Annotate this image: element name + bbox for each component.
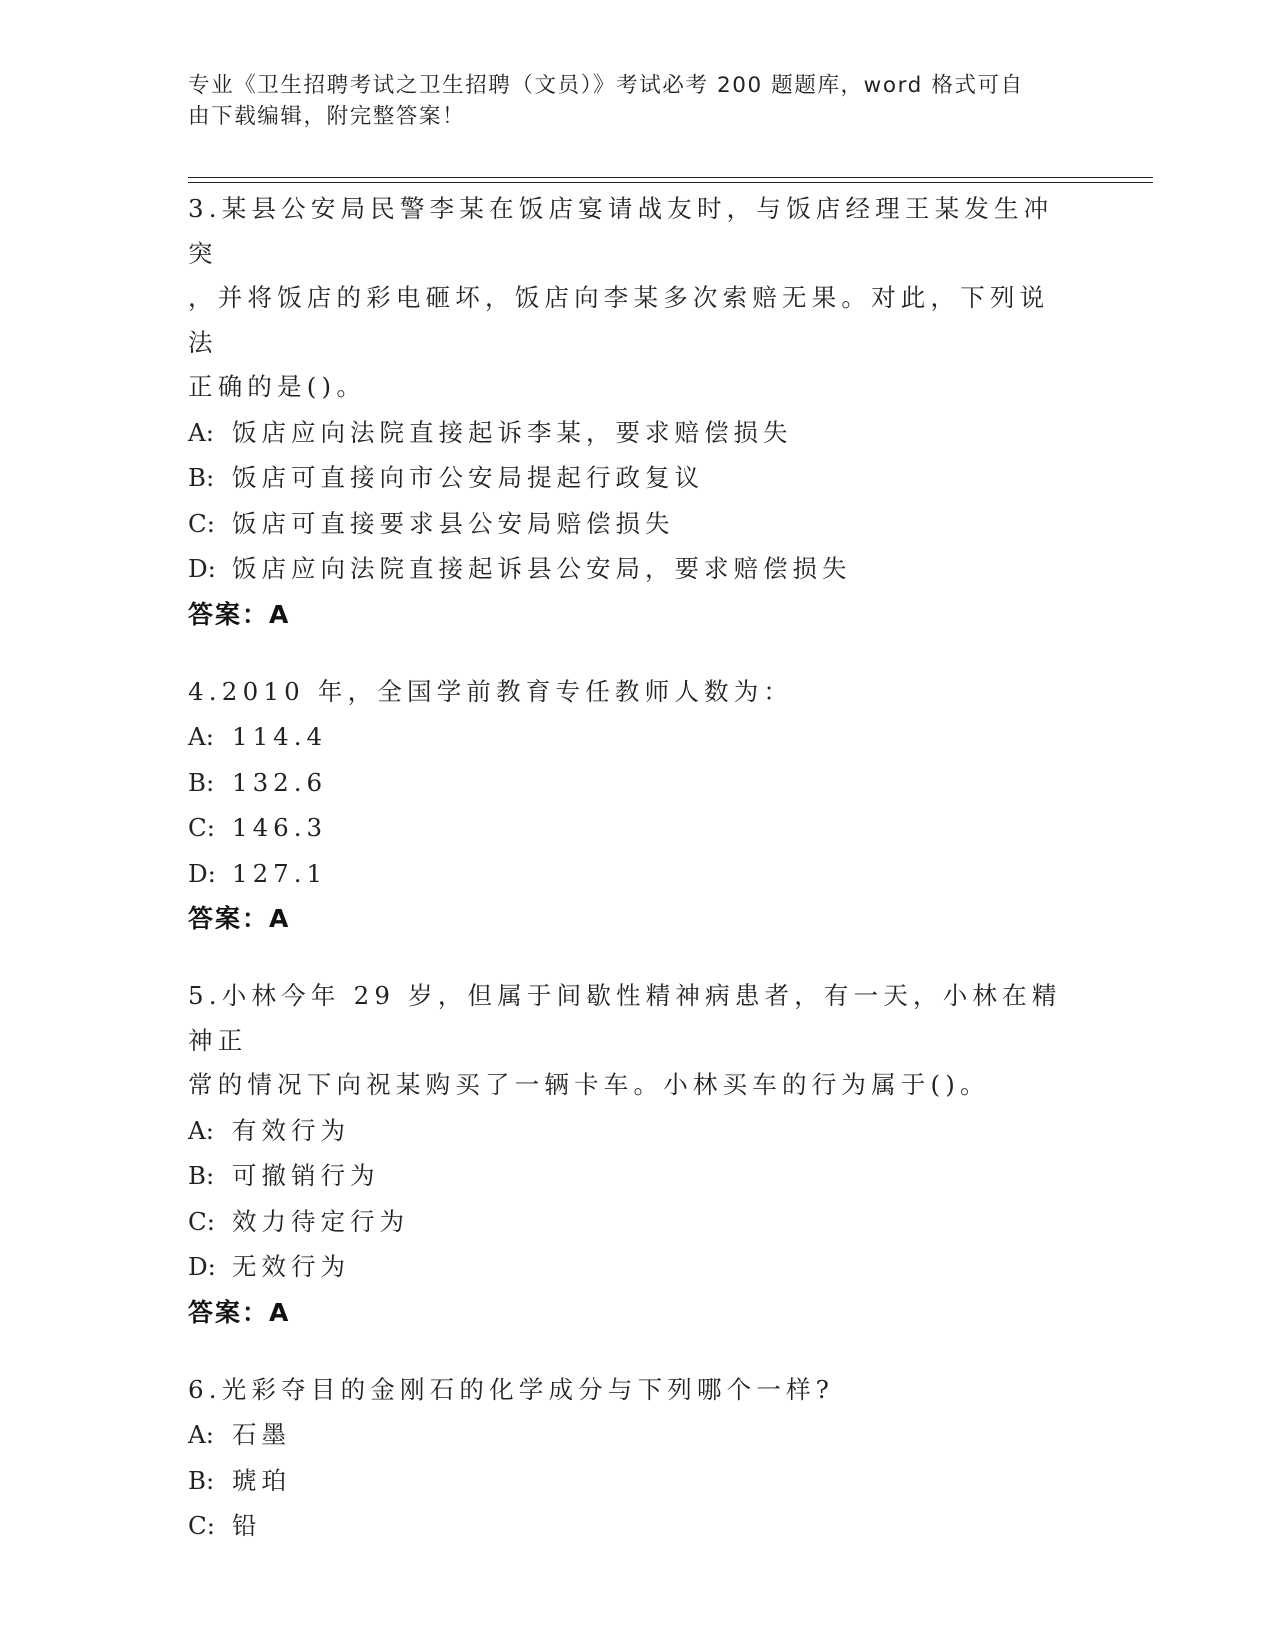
option-c (188, 805, 1088, 851)
answer-line: 答案：A (188, 904, 291, 933)
option-text: 铅 (232, 1511, 262, 1540)
question-text (188, 670, 1068, 715)
option-text: 有效行为 (232, 1115, 350, 1145)
header-rule-top (188, 177, 1153, 178)
option-label: A: (188, 722, 214, 751)
document-header (188, 70, 1068, 132)
option-label: C: (188, 1206, 216, 1236)
option-text: 可撤销行为 (232, 1161, 380, 1190)
option-text: 琥珀 (232, 1465, 291, 1495)
option-text: 127.1 (232, 858, 328, 888)
option-text: 146.3 (232, 813, 328, 842)
question-line: 6.光彩夺目的金刚石的化学成分与下列哪个一样? (188, 1374, 835, 1404)
option-a (188, 714, 1088, 760)
header-line-1: 专业《卫生招聘考试之卫生招聘（文员）》考试必考 200 题题库，word 格式可自 (188, 73, 1024, 98)
option-b (188, 1153, 1088, 1199)
option-a (188, 410, 1088, 456)
option-text: 114.4 (232, 722, 328, 751)
question-text (188, 187, 1068, 410)
question-text (188, 974, 1068, 1108)
option-label: A: (188, 1115, 214, 1145)
option-c (188, 501, 1088, 547)
option-a (188, 1108, 1088, 1154)
option-b (188, 455, 1088, 501)
question-line: ，并将饭店的彩电砸坏，饭店向李某多次索赔无果。对此，下列说法 (188, 283, 1050, 357)
question-line: 5.小林今年 29 岁，但属于间歇性精神病患者，有一天，小林在精神正 (188, 981, 1062, 1055)
question-6 (188, 1368, 1088, 1549)
question-line: 正确的是()。 (188, 372, 367, 401)
question-text (188, 1368, 1068, 1413)
answer-line: 答案：A (188, 599, 291, 629)
header-rule-bottom (188, 182, 1153, 183)
option-b (188, 760, 1088, 806)
question-list (188, 187, 1088, 1581)
option-label: B: (188, 1161, 215, 1190)
option-text: 饭店应向法院直接起诉县公安局，要求赔偿损失 (232, 554, 852, 583)
option-label: B: (188, 463, 215, 492)
option-label: D: (188, 858, 216, 888)
option-c (188, 1199, 1088, 1245)
option-label: C: (188, 1511, 216, 1540)
option-b (188, 1458, 1088, 1504)
option-text: 饭店应向法院直接起诉李某，要求赔偿损失 (232, 417, 793, 447)
option-text: 132.6 (232, 767, 328, 797)
question-line: 4.2010 年，全国学前教育专任教师人数为： (188, 676, 794, 706)
question-line: 常的情况下向祝某购买了一辆卡车。小林买车的行为属于()。 (188, 1070, 990, 1099)
option-label: B: (188, 767, 215, 797)
option-text: 石墨 (232, 1420, 291, 1449)
option-c (188, 1503, 1088, 1549)
header-line-2: 由下载编辑，附完整答案！ (188, 104, 466, 129)
option-label: A: (188, 1420, 214, 1449)
option-a (188, 1412, 1088, 1458)
option-d (188, 1244, 1088, 1290)
option-label: D: (188, 554, 216, 583)
option-text: 效力待定行为 (232, 1206, 409, 1236)
option-d (188, 851, 1088, 897)
question-3 (188, 187, 1088, 638)
answer-line: 答案：A (188, 1297, 291, 1327)
question-line: 3.某县公安局民警李某在饭店宴请战友时，与饭店经理王某发生冲突 (188, 194, 1054, 268)
option-label: C: (188, 508, 216, 538)
question-5 (188, 974, 1088, 1336)
option-d (188, 546, 1088, 592)
question-4 (188, 670, 1088, 943)
option-text: 饭店可直接要求县公安局赔偿损失 (232, 508, 675, 538)
option-label: A: (188, 417, 214, 447)
option-label: B: (188, 1465, 215, 1495)
option-text: 无效行为 (232, 1252, 350, 1281)
option-label: C: (188, 813, 216, 842)
option-text: 饭店可直接向市公安局提起行政复议 (232, 463, 704, 492)
option-label: D: (188, 1252, 216, 1281)
